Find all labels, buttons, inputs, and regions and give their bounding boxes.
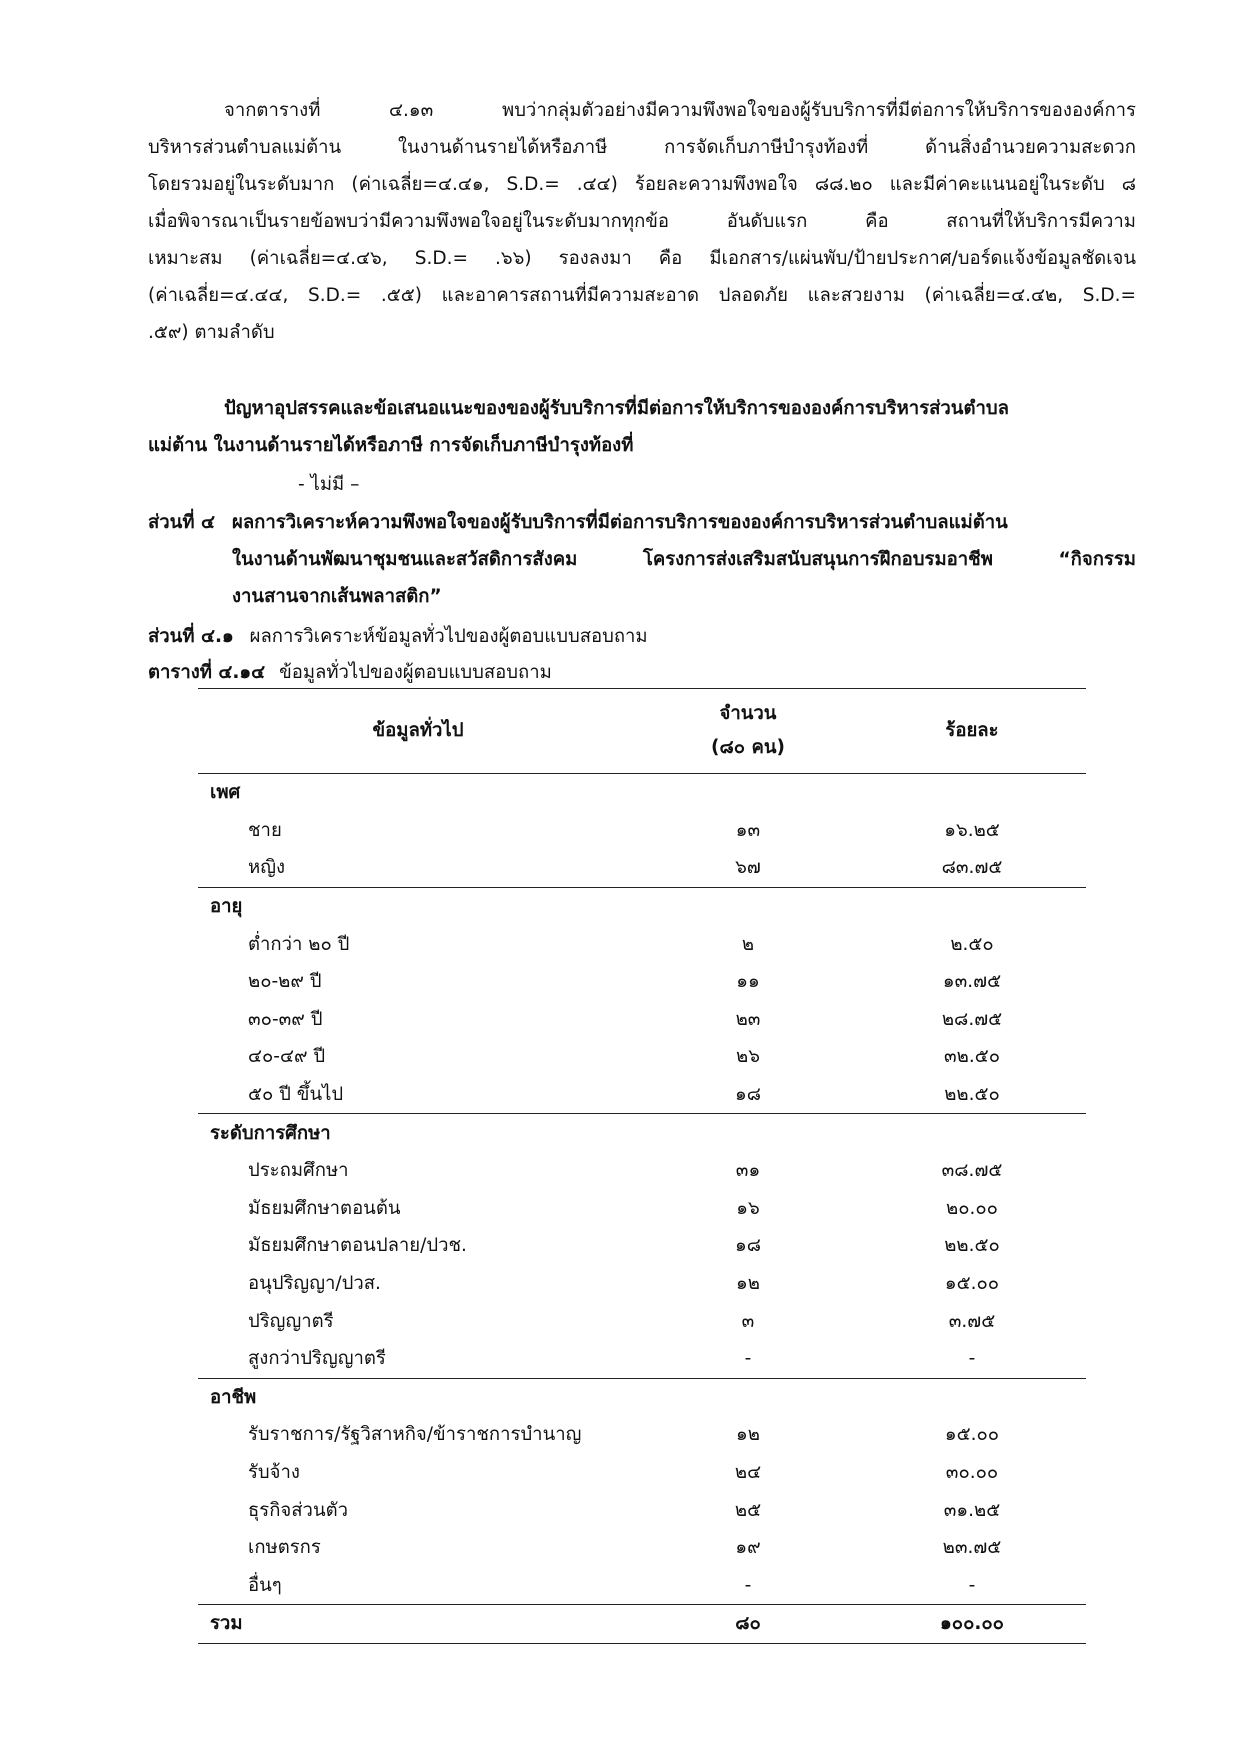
row-percent: ๒๘.๗๕: [941, 1008, 1003, 1030]
row-count: ๒๕: [734, 1499, 762, 1521]
intro-paragraph: [148, 92, 1136, 351]
row-label: รับจ้าง: [248, 1461, 300, 1483]
row-label: ปริญญาตรี: [248, 1310, 334, 1332]
row-percent: ๓๘.๗๕: [941, 1160, 1003, 1182]
row-count: -: [744, 1348, 752, 1370]
row-percent: ๑๕.๐๐: [944, 1424, 1000, 1446]
header-percent: ร้อยละ: [945, 720, 999, 741]
problems-heading: [148, 390, 1136, 464]
table-row: [198, 812, 1086, 850]
table-caption: [148, 654, 552, 691]
row-label: สูงกว่าปริญญาตรี: [248, 1348, 386, 1370]
row-count: ๑๘: [734, 1235, 761, 1257]
row-count: ๒๖: [736, 1046, 760, 1068]
section4-title-cont: [232, 541, 1136, 615]
row-count: ๓: [741, 1310, 755, 1332]
intro-line: เมื่อพิจารณาเป็นรายข้อพบว่ามีความพึงพอใจอยู่ในระดับมากทุกข้อ อันดับแรก คือ สถานที่ให้บริการมีความ: [148, 211, 1136, 232]
table-row: [198, 1076, 1086, 1114]
row-percent: ๒๓.๗๕: [942, 1537, 1002, 1559]
header-count-line2: (๘๐ คน): [711, 737, 785, 758]
row-count: ๑๙: [735, 1537, 761, 1559]
table-row: [198, 1038, 1086, 1076]
row-percent: ๒๐.๐๐: [946, 1197, 998, 1219]
table-row: [198, 1491, 1086, 1529]
row-percent: ๓๐.๐๐: [945, 1461, 999, 1483]
table-caption-label: ตารางที่ ๔.๑๔: [148, 662, 266, 683]
intro-line: เหมาะสม (ค่าเฉลี่ย=๔.๔๖, S.D.= .๖๖) รองลงมา คือ มีเอกสาร/แผ่นพับ/ป้ายประกาศ/บอร์ดแจ้งข้อมูลชัดเจน: [148, 248, 1136, 269]
row-percent: ๑๕.๐๐: [944, 1273, 1000, 1295]
row-percent: ๘๓.๗๕: [941, 857, 1003, 879]
table-total-row: [198, 1605, 1086, 1644]
row-count: -: [744, 1574, 752, 1596]
row-percent: ๑๓.๗๕: [942, 971, 1002, 993]
row-count: ๒๔: [734, 1461, 762, 1483]
section41: [148, 618, 648, 655]
row-percent: ๓๒.๕๐: [943, 1046, 1000, 1068]
intro-line: จากตารางที่ ๔.๑๓ พบว่ากลุ่มตัวอย่างมีความพึงพอใจของผู้รับบริการที่มีต่อการให้บริการขององค์การ: [224, 100, 1136, 121]
table-row: [198, 1302, 1086, 1340]
table-group-row: [198, 1378, 1086, 1416]
row-count: ๓๑: [735, 1160, 761, 1182]
table-row: [198, 1566, 1086, 1604]
table-row: [198, 925, 1086, 963]
general-info-table: [198, 688, 1086, 1644]
section4-title-line: ในงานด้านพัฒนาชุมชนและสวัสดิการสังคม โครงการส่งเสริมสนับสนุนการฝึกอบรมอาชีพ “กิจกรรม: [232, 549, 1136, 570]
table-row: [198, 1152, 1086, 1190]
table-group-row: [198, 1114, 1086, 1152]
group-title: ระดับการศึกษา: [198, 1114, 1086, 1152]
total-percent: ๑๐๐.๐๐: [858, 1605, 1086, 1644]
section41-text: ผลการวิเคราะห์ข้อมูลทั่วไปของผู้ตอบแบบสอบถาม: [249, 626, 648, 647]
row-label: ประถมศึกษา: [248, 1160, 349, 1182]
row-label: รับราชการ/รัฐวิสาหกิจ/ข้าราชการบำนาญ: [248, 1424, 582, 1446]
none-text: - ไม่มี –: [298, 474, 360, 495]
section4-label: ส่วนที่ ๔: [148, 512, 215, 533]
problems-heading-line: แม่ต้าน ในงานด้านรายได้หรือภาษี การจัดเก็บภาษีบำรุงท้องที่: [148, 435, 634, 456]
row-count: ๑๖: [736, 1197, 760, 1219]
table-group-row: [198, 887, 1086, 925]
row-percent: ๓๑.๒๕: [943, 1499, 1001, 1521]
table-row: [198, 1454, 1086, 1492]
row-label: ๒๐-๒๙ ปี: [248, 971, 322, 993]
intro-line: .๕๙) ตามลำดับ: [148, 322, 275, 343]
table-row: [198, 849, 1086, 887]
row-percent: ๒.๕๐: [950, 933, 994, 955]
table-caption-text: ข้อมูลทั่วไปของผู้ตอบแบบสอบถาม: [279, 662, 552, 683]
row-label: มัธยมศึกษาตอนปลาย/ปวช.: [248, 1235, 467, 1257]
table-row: [198, 1529, 1086, 1567]
section4-title: [232, 504, 1136, 541]
total-count: ๘๐: [638, 1605, 858, 1644]
row-count: ๑๘: [734, 1084, 761, 1106]
row-count: ๑๓: [735, 819, 761, 841]
row-percent: ๒๒.๕๐: [944, 1084, 1000, 1106]
table-header-row: [198, 689, 1086, 774]
table-row: [198, 1416, 1086, 1454]
row-count: ๑๒: [736, 1424, 760, 1446]
problems-heading-line: ปัญหาอุปสรรคและข้อเสนอแนะของของผู้รับบริการที่มีต่อการให้บริการขององค์การบริหารส่วนตำบล: [224, 398, 1009, 419]
row-percent: -: [968, 1348, 976, 1370]
row-label: ๓๐-๓๙ ปี: [248, 1008, 323, 1030]
header-count-line1: จำนวน: [719, 703, 777, 724]
row-label: ๕๐ ปี ขึ้นไป: [248, 1084, 344, 1106]
intro-line: (ค่าเฉลี่ย=๔.๔๔, S.D.= .๕๕) และอาคารสถานที่มีความสะอาด ปลอดภัย และสวยงาม (ค่าเฉลี่ย=๔.๔๒, S.D.=: [148, 285, 1136, 306]
row-label: มัธยมศึกษาตอนต้น: [248, 1197, 401, 1219]
row-count: ๑๑: [736, 971, 760, 993]
header-general-info: ข้อมูลทั่วไป: [372, 720, 464, 741]
section4-title-line: งานสานจากเส้นพลาสติก”: [232, 586, 442, 607]
section41-label: ส่วนที่ ๔.๑: [148, 626, 234, 647]
table-row: [198, 1265, 1086, 1303]
intro-line: บริหารส่วนตำบลแม่ต้าน ในงานด้านรายได้หรือภาษี การจัดเก็บภาษีบำรุงท้องที่ ด้านสิ่งอำนวยความสะดวก: [148, 137, 1136, 158]
row-label: ชาย: [248, 819, 282, 841]
total-label: รวม: [198, 1605, 638, 1644]
row-label: ๔๐-๔๙ ปี: [248, 1046, 326, 1068]
group-title: อายุ: [198, 887, 1086, 925]
row-label: หญิง: [248, 857, 285, 879]
row-label: ต่ำกว่า ๒๐ ปี: [248, 933, 350, 955]
row-label: อื่นๆ: [248, 1574, 282, 1596]
group-title: เพศ: [210, 782, 241, 804]
row-label: ธุรกิจส่วนตัว: [248, 1499, 348, 1521]
row-count: ๑๒: [736, 1273, 760, 1295]
header-count: [638, 689, 858, 774]
table-row: [198, 1227, 1086, 1265]
table-body: [198, 774, 1086, 1644]
intro-line: โดยรวมอยู่ในระดับมาก (ค่าเฉลี่ย=๔.๔๑, S.D.= .๔๔) ร้อยละความพึงพอใจ ๘๘.๒๐ และมีค่าคะแนนอยู่ในระดับ ๘: [148, 174, 1136, 195]
row-percent: ๑๖.๒๕: [944, 819, 1000, 841]
row-count: ๖๗: [735, 857, 761, 879]
table-group-row: [198, 774, 1086, 812]
row-count: ๒๓: [735, 1008, 761, 1030]
row-percent: ๒๒.๕๐: [944, 1235, 1000, 1257]
row-label: อนุปริญญา/ปวส.: [248, 1273, 381, 1295]
table-row: [198, 1190, 1086, 1228]
row-percent: ๓.๗๕: [948, 1310, 996, 1332]
row-count: ๒: [741, 933, 755, 955]
table-row: [198, 963, 1086, 1001]
table-row: [198, 1001, 1086, 1039]
table-row: [198, 1340, 1086, 1378]
row-percent: -: [968, 1574, 976, 1596]
section4-title-line: ผลการวิเคราะห์ความพึงพอใจของผู้รับบริการที่มีต่อการบริการขององค์การบริหารส่วนตำบลแม่ต้าน: [232, 512, 1008, 533]
group-title: อาชีพ: [198, 1378, 1086, 1416]
row-label: เกษตรกร: [248, 1537, 321, 1559]
